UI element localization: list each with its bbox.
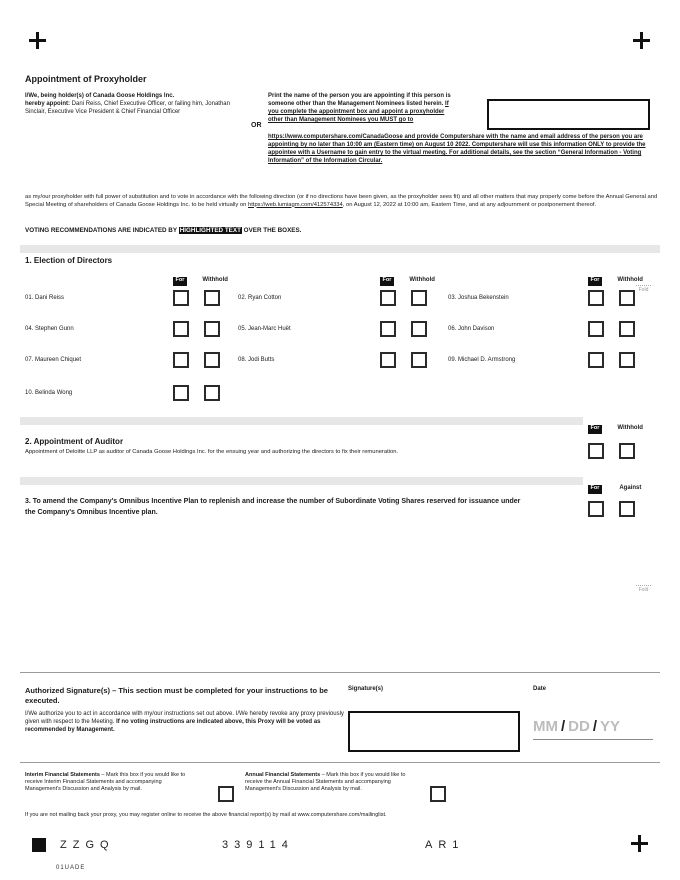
director-name: 07. Maureen Chiquet: [25, 357, 82, 363]
checkbox-withhold-director-09[interactable]: [619, 352, 635, 368]
checkbox-withhold-director-01[interactable]: [204, 290, 220, 306]
print-name-instructions: [268, 92, 458, 124]
section-divider-band-3: [20, 477, 583, 485]
for-header-chip: For: [588, 277, 602, 286]
checkbox-against-omnibus[interactable]: [619, 501, 635, 517]
director-name: 01. Dani Reiss: [25, 295, 65, 301]
proxy-terms-text-after: , on August 12, 2022 at 10:00 am, Eastern Time, and at any adjournment or postponement thereof.: [342, 201, 597, 208]
auditor-section-body: Appointment of Deloitte LLP as auditor of Canada Goose Holdings Inc. for the ensuing year and authorizing the directors to fix their remuneration.: [25, 449, 399, 455]
checkbox-for-director-10[interactable]: [173, 385, 189, 401]
checkbox-withhold-director-05[interactable]: [411, 321, 427, 337]
form-code-1: ZZGQ: [60, 839, 115, 851]
form-code-2: 339114: [222, 839, 294, 851]
holder-appointment-text: [25, 92, 237, 116]
authorized-signature-body: [25, 710, 345, 734]
checkbox-interim-statements[interactable]: [218, 786, 234, 802]
appointment-warning-underlined: If you complete the appointment box and appoint a proxyholder other than Management Nominees you MUST go to: [268, 101, 449, 123]
interim-statements-label: Interim Financial Statements: [25, 772, 100, 778]
auth-body-bold: If no voting instructions are indicated above, this Proxy will be voted as recommended by Management.: [25, 719, 321, 733]
checkbox-withhold-director-03[interactable]: [619, 290, 635, 306]
vote-header-group-3: [588, 268, 643, 286]
appointee-name-box[interactable]: [487, 99, 650, 130]
for-header-chip: For: [173, 277, 187, 286]
checkbox-withhold-director-07[interactable]: [204, 352, 220, 368]
checkbox-for-director-02[interactable]: [380, 290, 396, 306]
date-mm-placeholder: MM: [533, 718, 558, 735]
date-field[interactable]: [533, 718, 653, 740]
checkbox-for-director-06[interactable]: [588, 321, 604, 337]
annual-statements-text: [245, 772, 420, 793]
crop-mark-bottom-right-icon: [631, 835, 648, 852]
registration-mark-square: [32, 838, 46, 852]
date-separator: /: [561, 718, 566, 735]
date-label: Date: [533, 686, 547, 692]
director-name: 09. Michael D. Armstrong: [448, 357, 516, 363]
checkbox-for-auditor[interactable]: [588, 443, 604, 459]
director-name: 02. Ryan Cotton: [238, 295, 282, 301]
checkbox-for-director-08[interactable]: [380, 352, 396, 368]
date-dd-placeholder: DD: [568, 718, 590, 735]
signature-section-top-rule: [20, 672, 660, 673]
form-code-3: AR1: [425, 839, 465, 851]
auth-body-plain: I/We authorize you to act in accordance with my/our instructions set out above. I/We hereby revoke any proxy previously given with respect to the Meeting.: [25, 711, 344, 725]
section-divider-band-2: [20, 417, 583, 425]
section-divider-band-1: [20, 245, 660, 253]
for-header-chip: For: [588, 425, 602, 434]
director-name: 10. Belinda Wong: [25, 390, 73, 396]
meeting-url-link: https://web.lumiagm.com/412574334: [248, 201, 343, 208]
date-yy-placeholder: YY: [600, 718, 621, 735]
voting-recommendations-line: [25, 227, 301, 234]
checkbox-for-director-04[interactable]: [173, 321, 189, 337]
signatures-label: Signature(s): [348, 686, 384, 692]
statements-section-top-rule: [20, 762, 660, 763]
annual-statements-rest: – Mark this box if you would like to receive the Annual Financial Statements and accompanying Management's Discussion and Analysis by mail.: [245, 772, 406, 792]
checkbox-for-director-03[interactable]: [588, 290, 604, 306]
page-title: Appointment of Proxyholder: [25, 74, 147, 84]
checkbox-withhold-director-06[interactable]: [619, 321, 635, 337]
interim-statements-text: [25, 772, 197, 793]
for-header-chip: For: [380, 277, 394, 286]
proxy-terms-paragraph: [25, 194, 659, 209]
date-separator: /: [592, 718, 598, 735]
vote-header-group-2: [380, 268, 435, 286]
checkbox-withhold-director-02[interactable]: [411, 290, 427, 306]
auditor-vote-header: [588, 416, 643, 434]
checkbox-withhold-auditor[interactable]: [619, 443, 635, 459]
checkbox-withhold-director-10[interactable]: [204, 385, 220, 401]
print-name-text: Print the name of the person you are appointing if this person is someone other than the Management Nominees listed herein.: [268, 93, 451, 107]
director-name: 05. Jean-Marc Huët: [238, 326, 291, 332]
hereby-appoint-label: hereby appoint:: [25, 101, 71, 107]
for-header-chip: For: [588, 485, 602, 494]
checkbox-for-director-07[interactable]: [173, 352, 189, 368]
withhold-header-label: Withhold: [202, 277, 228, 283]
fold-mark-1: Fold: [636, 285, 651, 293]
against-header-label: Against: [619, 485, 642, 491]
withhold-header-label: Withhold: [409, 277, 435, 283]
vote-header-group-1: [173, 268, 228, 286]
voting-rec-after: OVER THE BOXES.: [241, 227, 302, 234]
auditor-section-title: 2. Appointment of Auditor: [25, 437, 124, 446]
annual-statements-label: Annual Financial Statements: [245, 772, 321, 778]
nominee-names: Dani Reiss, Chief Executive Officer, or failing him, Jonathan Sinclair, Executive Vice President & Chief Financial Officer: [25, 101, 230, 115]
crop-mark-top-right-icon: [633, 32, 650, 49]
withhold-header-label: Withhold: [617, 277, 643, 283]
checkbox-withhold-director-04[interactable]: [204, 321, 220, 337]
proxy-terms-text: as my/our proxyholder with full power of substitution and to vote in accordance with the following direction (or if no directions have been given, as the proxyholder sees fit) and all other matters that may properly come before the Annual General and Special Meeting of shareholders of Canada Goose Holdings Inc. to be held virtually on: [25, 194, 658, 208]
holder-line: I/We, being holder(s) of Canada Goose Holdings Inc.: [25, 93, 175, 99]
crop-mark-top-left-icon: [29, 32, 46, 49]
checkbox-for-director-05[interactable]: [380, 321, 396, 337]
checkbox-for-director-01[interactable]: [173, 290, 189, 306]
authorized-signature-title: Authorized Signature(s) – This section must be completed for your instructions to be executed.: [25, 686, 328, 705]
computershare-instructions-underlined: https://www.computershare.com/CanadaGoose and provide Computershare with the name and email address of the person you are appointing by no later than 10:00 am (Eastern time) on August 10 2022. Computershare will use this information ONLY to provide the appointee with a Username to gain entry to the virtual meeting. For additional details, see the section “General Information - Voting Information” of the Information Circular.: [268, 134, 646, 164]
highlighted-text-sample: HIGHLIGHTED TEXT: [179, 227, 241, 234]
signature-box[interactable]: [348, 711, 520, 752]
form-code-4: 01UADE: [56, 865, 86, 871]
checkbox-withhold-director-08[interactable]: [411, 352, 427, 368]
withhold-header-label: Withhold: [617, 425, 643, 431]
checkbox-annual-statements[interactable]: [430, 786, 446, 802]
or-label: OR: [251, 122, 262, 129]
checkbox-for-director-09[interactable]: [588, 352, 604, 368]
director-name: 04. Stephen Gunn: [25, 326, 74, 332]
election-section-title: 1. Election of Directors: [25, 256, 113, 265]
checkbox-for-omnibus[interactable]: [588, 501, 604, 517]
director-name: 06. John Davison: [448, 326, 495, 332]
omnibus-section-title: 3. To amend the Company's Omnibus Incentive Plan to replenish and increase the number of Subordinate Voting Shares reserved for issuance under the Company's Omnibus Incentive plan.: [25, 498, 521, 516]
director-name: 08. Jodi Butts: [238, 357, 275, 363]
mailing-list-note: If you are not mailing back your proxy, you may register online to receive the above financial report(s) by mail at www.computershare.com/mailinglist.: [25, 812, 387, 818]
interim-statements-rest: – Mark this box if you would like to receive Interim Financial Statements and accompanying Management's Discussion and Analysis by mail.: [25, 772, 186, 792]
fold-mark-2: Fold: [636, 585, 651, 593]
director-name: 03. Joshua Bekenstein: [448, 295, 509, 301]
omnibus-vote-header: [588, 476, 641, 494]
voting-rec-before: VOTING RECOMMENDATIONS ARE INDICATED BY: [25, 227, 179, 234]
